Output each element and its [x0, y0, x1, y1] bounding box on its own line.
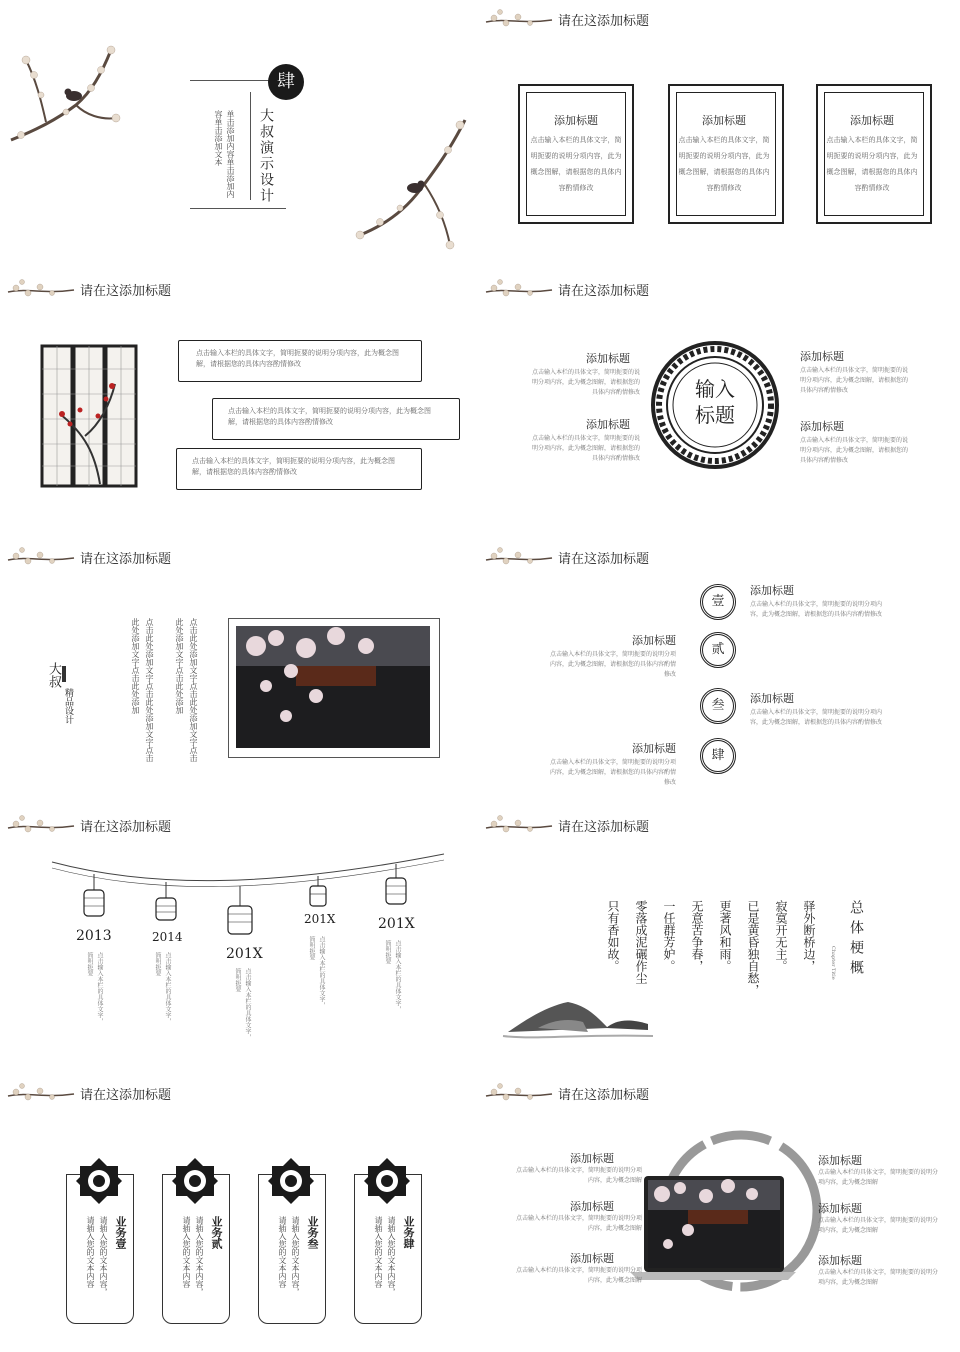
poem-line: 寂寞开无主。 — [774, 900, 788, 972]
business-text: 请插入您的文本内容，请插入您的文本内容 — [278, 1216, 300, 1296]
timeline-text: 点击输入本栏的具体文字，简明扼要 — [154, 952, 171, 1024]
cherry-blossom-photo — [236, 626, 430, 748]
business-text: 请插入您的文本内容，请插入您的文本内容 — [374, 1216, 396, 1296]
card-title: 添加标题 — [554, 114, 598, 127]
item-title: 添加标题 — [570, 1152, 614, 1165]
plum-blossom-branch-illustration — [350, 110, 470, 255]
business-title: 业务肆 — [402, 1216, 415, 1249]
numeral-badge: 贰 — [700, 632, 736, 668]
timeline-text: 点击输入本栏的具体文字，简明扼要 — [234, 968, 251, 1040]
item-title: 添加标题 — [750, 584, 794, 597]
chapter-badge: 肆 — [268, 64, 304, 100]
plum-branch-icon — [484, 8, 554, 32]
card-text: 点击输入本栏的具体文字，简明扼要的说明分项内容，此为概念图解，请根据您的具体内容酌情修改 — [530, 136, 622, 192]
poem-line: 一任群芳妒。 — [662, 900, 676, 972]
plum-blossom-branch-illustration — [6, 20, 126, 160]
plum-branch-icon — [6, 814, 76, 838]
item-title: 添加标题 — [818, 1254, 862, 1267]
item-title: 添加标题 — [570, 1252, 614, 1265]
brand-sub-text: 精品设计 — [63, 688, 73, 724]
slide-5-photo — [0, 538, 470, 798]
plum-branch-icon — [484, 278, 554, 302]
item-text: 点击输入本栏的具体文字，简明扼要的说明分项内容，此为概念图解，请根据您的具体内容酌情修改 — [549, 651, 676, 678]
card-title: 添加标题 — [702, 114, 746, 127]
item-title: 添加标题 — [818, 1154, 862, 1167]
item-title: 添加标题 — [632, 742, 676, 755]
business-title: 业务叁 — [306, 1216, 319, 1249]
poem-line: 驿外断桥边， — [802, 900, 816, 972]
plum-branch-icon — [484, 1082, 554, 1106]
item-text: 点击输入本栏的具体文字，简明扼要的说明分项内容，此为概念图解 — [515, 1215, 642, 1232]
slide-6-numerals — [478, 538, 948, 798]
item-text: 点击输入本栏的具体文字，简明扼要的说明分项内容，此为概念图解，请根据您的具体内容酌情修改 — [531, 369, 640, 396]
slide-8-poem — [478, 806, 948, 1066]
item-text: 点击输入本栏的具体文字，简明扼要的说明分项内容，此为概念图解，请根据您的具体内容酌情修改 — [750, 601, 883, 618]
timeline-text: 点击输入本栏的具体文字，简明扼要 — [384, 940, 401, 1012]
poem-line: 无意苦争春， — [690, 900, 704, 972]
slide-2-cards — [478, 0, 948, 260]
slide-title: 请在这添加标题 — [80, 284, 172, 299]
item-title: 添加标题 — [818, 1202, 862, 1215]
lattice-flower-icon — [170, 1156, 220, 1206]
plum-branch-icon — [6, 278, 76, 302]
plum-branch-icon — [6, 546, 76, 570]
title-divider-bottom — [190, 208, 286, 209]
timeline-text: 点击输入本栏的具体文字，简明扼要 — [308, 936, 325, 1008]
item-text: 点击输入本栏的具体文字，简明扼要的说明分项内容，此为概念图解，请根据您的具体内容酌情修改 — [800, 437, 909, 464]
numeral-badge: 肆 — [700, 738, 736, 774]
plum-branch-icon — [484, 814, 554, 838]
brand-big-text: 大叔 — [46, 662, 61, 688]
poem-section-title: 总体梗概 — [848, 900, 864, 980]
lattice-flower-icon — [74, 1156, 124, 1206]
brand-bar — [62, 666, 66, 682]
slide-10-laptop — [478, 1074, 948, 1334]
timeline-year: 201X — [226, 946, 263, 962]
numeral-badge: 壹 — [700, 584, 736, 620]
slide-1-cover — [0, 0, 470, 260]
timeline-year: 2014 — [152, 930, 183, 944]
item-title: 添加标题 — [570, 1200, 614, 1213]
item-title: 添加标题 — [586, 352, 630, 365]
numeral-badge: 叁 — [700, 688, 736, 724]
card-title: 添加标题 — [850, 114, 894, 127]
poem-line: 更著风和雨。 — [718, 900, 732, 972]
slide-title: 请在这添加标题 — [558, 1088, 650, 1103]
slide-title: 请在这添加标题 — [558, 552, 650, 567]
card-text: 点击输入本栏的具体文字，简明扼要的说明分项内容，此为概念图解，请根据您的具体内容酌情修改 — [678, 136, 770, 192]
ink-mountain-illustration — [498, 988, 658, 1048]
plum-branch-icon — [484, 546, 554, 570]
slide-title: 请在这添加标题 — [80, 552, 172, 567]
item-text: 点击输入本栏的具体文字，简明扼要的说明分项内容，此为概念图解，请根据您的具体内容酌情修改 — [750, 709, 883, 726]
slide-title: 请在这添加标题 — [80, 820, 172, 835]
timeline-year: 2013 — [76, 928, 112, 944]
slide-3-scrolls — [0, 270, 470, 530]
folding-screen-illustration — [40, 344, 140, 490]
slide-title: 请在这添加标题 — [558, 820, 650, 835]
scroll-text: 点击输入本栏的具体文字，简明扼要的说明分项内容，此为概念图解，请根据您的具体内容酌情修改 — [228, 407, 431, 426]
lattice-flower-icon — [266, 1156, 316, 1206]
poem-line: 零落成泥碾作尘 — [634, 900, 648, 984]
vertical-text-column: 点击此处添加文字点击此处添加文字点击此处添加文字点击此处添加 — [175, 618, 198, 762]
poem-line: 只有香如故。 — [606, 900, 620, 972]
item-title: 添加标题 — [800, 350, 844, 363]
item-text: 点击输入本栏的具体文字，简明扼要的说明分项内容，此为概念图解，请根据您的具体内容酌情修改 — [531, 435, 640, 462]
item-text: 点击输入本栏的具体文字，简明扼要的说明分项内容，此为概念图解 — [515, 1167, 642, 1184]
scroll-text: 点击输入本栏的具体文字，简明扼要的说明分项内容，此为概念图解，请根据您的具体内容酌情修改 — [196, 349, 399, 368]
slide-7-timeline — [0, 806, 470, 1066]
slide-title: 请在这添加标题 — [558, 14, 650, 29]
item-text: 点击输入本栏的具体文字，简明扼要的说明分项内容，此为概念图解 — [818, 1217, 939, 1234]
business-text: 请插入您的文本内容，请插入您的文本内容 — [182, 1216, 204, 1296]
card-text: 点击输入本栏的具体文字，简明扼要的说明分项内容，此为概念图解，请根据您的具体内容酌情修改 — [826, 136, 918, 192]
slide-title: 请在这添加标题 — [80, 1088, 172, 1103]
cover-title: 大叔演示设计 — [258, 108, 274, 204]
laptop-illustration — [628, 1174, 798, 1284]
timeline-year: 201X — [304, 912, 336, 926]
lattice-flower-icon — [362, 1156, 412, 1206]
timeline-text: 点击输入本栏的具体文字，简明扼要 — [86, 952, 103, 1024]
slide-title: 请在这添加标题 — [558, 284, 650, 299]
slide-4-circle — [478, 270, 948, 530]
item-title: 添加标题 — [750, 692, 794, 705]
item-text: 点击输入本栏的具体文字，简明扼要的说明分项内容，此为概念图解 — [515, 1267, 642, 1284]
plum-branch-icon — [6, 1082, 76, 1106]
vertical-text-column: 点击此处添加文字点击此处添加文字点击此处添加文字点击此处添加 — [131, 618, 154, 762]
poem-line: 已是黄昏独自愁， — [746, 900, 760, 996]
business-text: 请插入您的文本内容，请插入您的文本内容 — [86, 1216, 108, 1296]
item-text: 点击输入本栏的具体文字，简明扼要的说明分项内容，此为概念图解，请根据您的具体内容酌情修改 — [549, 759, 676, 786]
item-title: 添加标题 — [632, 634, 676, 647]
timeline-year: 201X — [378, 916, 415, 932]
scroll-text: 点击输入本栏的具体文字，简明扼要的说明分项内容，此为概念图解，请根据您的具体内容酌情修改 — [192, 457, 395, 476]
poem-section-subtitle: Chapter Title — [830, 946, 836, 980]
cover-description: 单击添加内容单击添加内容单击添加文本 — [214, 110, 235, 198]
item-text: 点击输入本栏的具体文字，简明扼要的说明分项内容，此为概念图解 — [818, 1169, 939, 1186]
slide-9-business — [0, 1074, 470, 1334]
item-title: 添加标题 — [800, 420, 844, 433]
item-text: 点击输入本栏的具体文字，简明扼要的说明分项内容，此为概念图解，请根据您的具体内容酌情修改 — [800, 367, 909, 394]
business-title: 业务壹 — [114, 1216, 127, 1249]
business-title: 业务贰 — [210, 1216, 223, 1249]
item-text: 点击输入本栏的具体文字，简明扼要的说明分项内容，此为概念图解 — [818, 1269, 939, 1286]
title-divider-vertical — [250, 92, 251, 200]
item-title: 添加标题 — [586, 418, 630, 431]
center-title — [670, 376, 760, 428]
center-title-line1: 输入 — [695, 377, 735, 401]
center-title-line2: 标题 — [695, 403, 735, 427]
